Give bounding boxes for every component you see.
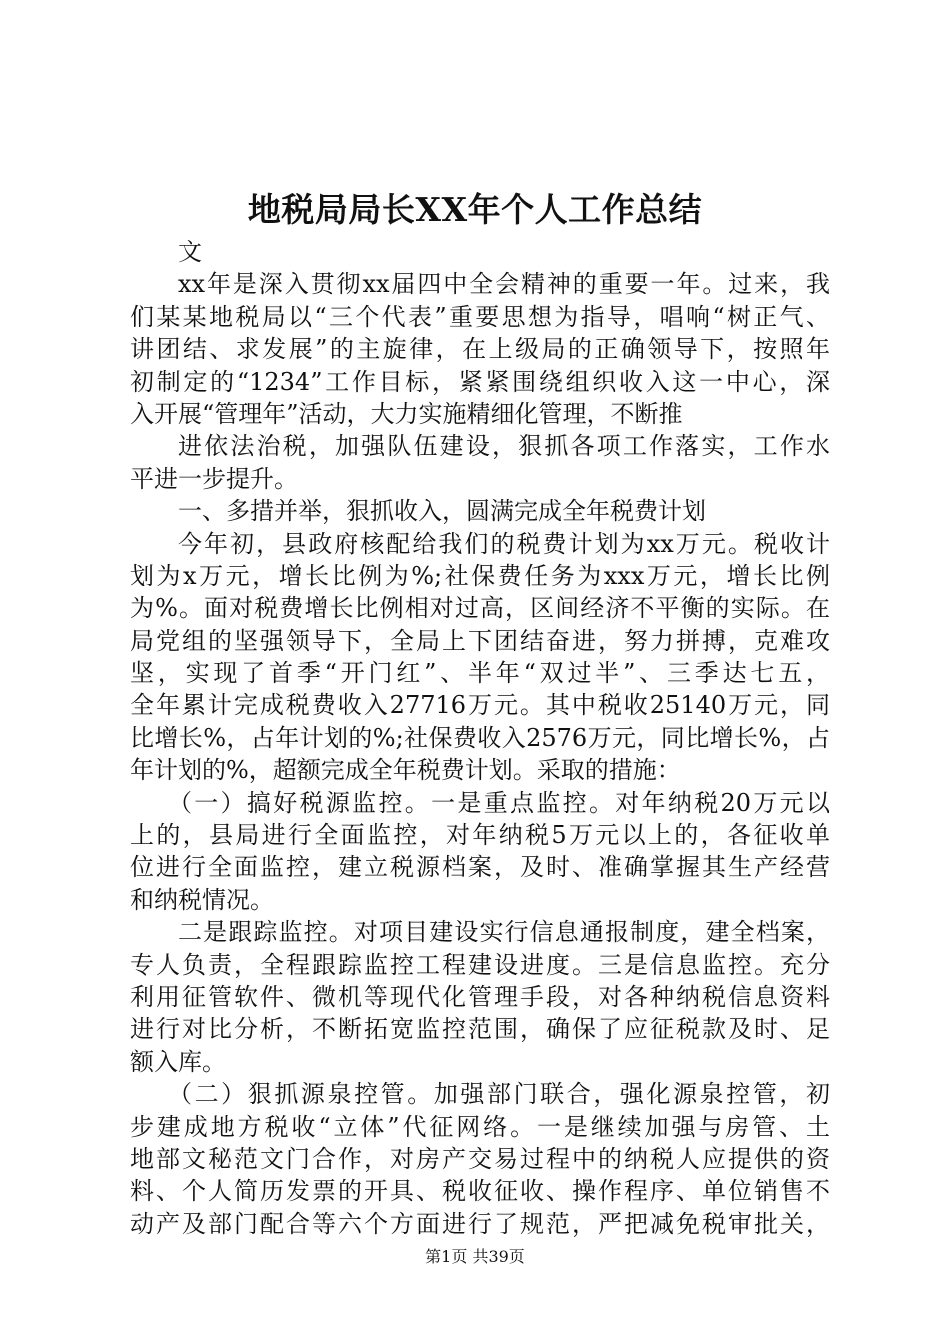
text-line: 专人负责，全程跟踪监控工程建设进度。三是信息监控。充分 [130,950,830,979]
text-line: 坚，实现了首季“开门红”、半年“双过半”、三季达七五， [130,659,830,688]
text-line: 们某某地税局以“三个代表”重要思想为指导，唱响“树正气、 [130,302,830,331]
text-line: 平进一步提升。 [130,464,298,493]
text-line: 料、个人简历发票的开具、税收征收、操作程序、单位销售不 [130,1177,830,1206]
text-line: 比增长%，占年计划的%;社保费收入2576万元，同比增长%，占 [130,723,830,752]
text-line: 位进行全面监控，建立税源档案，及时、准确掌握其生产经营 [130,853,830,882]
text-line: 额入库。 [130,1047,226,1076]
text-line: 进依法治税，加强队伍建设，狠抓各项工作落实，工作水 [178,432,830,461]
text-line: 文 [178,238,202,266]
text-line: xx年是深入贯彻xx届四中全会精神的重要一年。过来，我 [178,270,830,299]
text-line: 和纳税情况。 [130,885,274,914]
text-line: （二）狠抓源泉控管。加强部门联合，强化源泉控管，初 [168,1080,830,1109]
text-line: 初制定的“1234”工作目标，紧紧围绕组织收入这一中心，深 [130,367,830,396]
text-line: 二是跟踪监控。对项目建设实行信息通报制度，建全档案， [178,918,830,947]
text-line: 入开展“管理年”活动，大力实施精细化管理，不断推 [130,399,683,428]
text-line: 年计划的%，超额完成全年税费计划。采取的措施： [130,756,681,785]
text-line: 为%。面对税费增长比例相对过高，区间经济不平衡的实际。在 [130,594,830,623]
text-line: 划为x万元，增长比例为%;社保费任务为xxx万元，增长比例 [130,561,830,590]
text-line: 上的，县局进行全面监控，对年纳税5万元以上的，各征收单 [130,821,830,850]
text-line: 动产及部门配合等六个方面进行了规范，严把减免税审批关， [130,1209,830,1238]
text-line: 讲团结、求发展”的主旋律，在上级局的正确领导下，按照年 [130,335,830,364]
text-line: 步建成地方税收“立体”代征网络。一是继续加强与房管、土 [130,1112,830,1141]
document-body [130,236,830,1240]
document-title: 地税局局长XX年个人工作总结 [247,190,703,229]
text-line: 今年初，县政府核配给我们的税费计划为xx万元。税收计 [178,529,830,558]
text-line: 全年累计完成税费收入27716万元。其中税收25140万元，同 [130,691,830,720]
text-line: （一）搞好税源监控。一是重点监控。对年纳税20万元以 [168,788,830,817]
text-line: 利用征管软件、微机等现代化管理手段，对各种纳税信息资料 [130,982,830,1011]
text-line: 一、多措并举，狠抓收入，圆满完成全年税费计划 [178,497,706,526]
page-footer: 第1页 共39页 [425,1247,525,1266]
text-line: 地部文秘范文门合作，对房产交易过程中的纳税人应提供的资 [130,1144,830,1173]
text-line: 进行对比分析，不断拓宽监控范围，确保了应征税款及时、足 [130,1015,830,1044]
text-line: 局党组的坚强领导下，全局上下团结奋进，努力拼搏，克难攻 [130,626,830,655]
